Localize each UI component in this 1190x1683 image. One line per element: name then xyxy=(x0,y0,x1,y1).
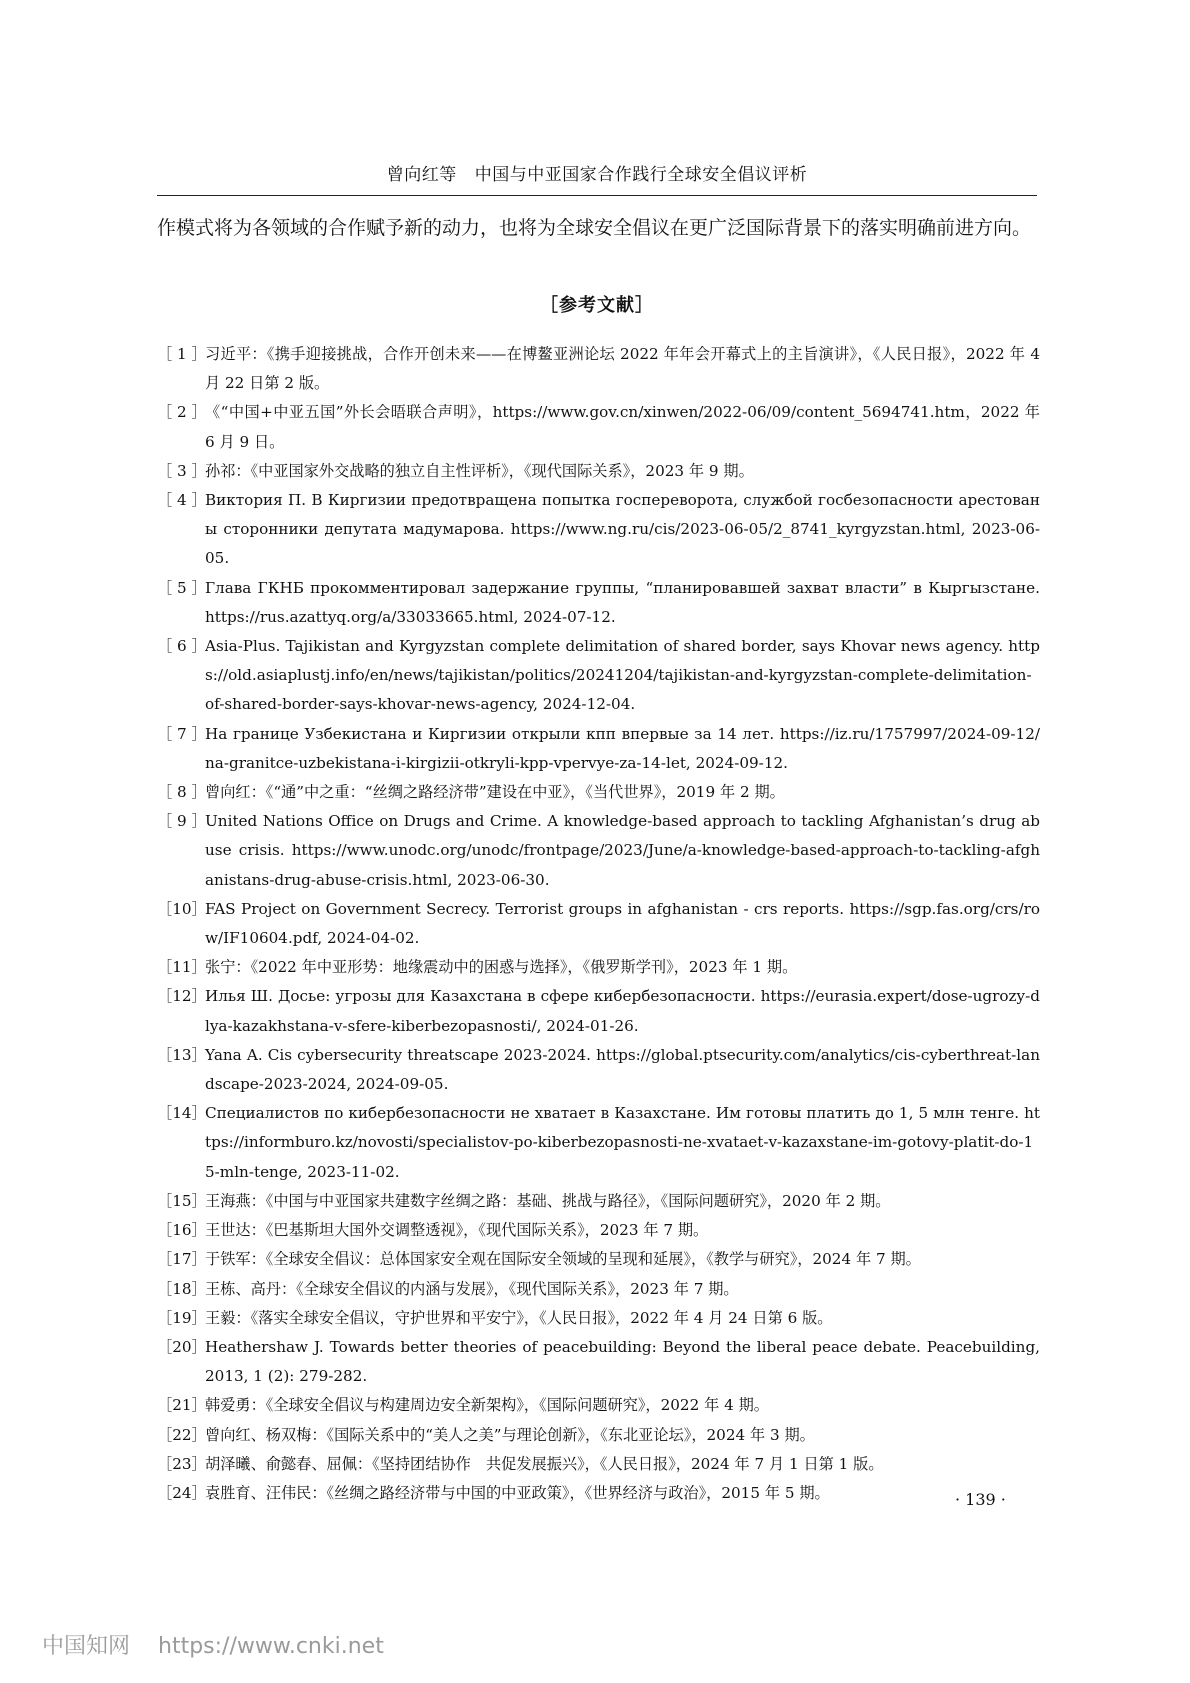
page-number: · 139 · xyxy=(955,1490,1006,1509)
reference-number: ［17］ xyxy=(157,1250,207,1269)
reference-number: ［12］ xyxy=(157,987,207,1006)
reference-text: Виктория П. В Киргизии предотвращена попытка госпереворота, службой госбезопасности арестованы сторонники депутата мадумарова. https://www.ng.ru/cis/2023-06-05/2_8741_kyrgyzstan.html, 2023-06-05. xyxy=(205,491,1040,568)
reference-item xyxy=(157,1216,1040,1245)
reference-text: 习近平：《携手迎接挑战，合作开创未来——在博鳌亚洲论坛 2022 年年会开幕式上的主旨演讲》，《人民日报》，2022 年 4 月 22 日第 2 版。 xyxy=(205,345,1040,393)
reference-text: Специалистов по кибербезопасности не хватает в Казахстане. Им готовы платить до 1, 5 млн тенге. https://informburo.kz/novosti/specialistov-po-kiberbezopasnosti-ne-xvataet-v-kazaxstane-im-gotovy-platit-do-15-mln-tenge, 2023-11-02. xyxy=(205,1104,1040,1181)
reference-number: ［ 1 ］ xyxy=(157,345,207,363)
reference-item xyxy=(157,632,1040,720)
reference-text: United Nations Office on Drugs and Crime. A knowledge-based approach to tackling Afghanistan’s drug abuse crisis. https://www.unodc.org/unodc/frontpage/2023/June/a-knowledge-based-approach-to-tackling-afghanistans-drug-abuse-crisis.html, 2023-06-30. xyxy=(205,812,1040,889)
reference-item xyxy=(157,953,1040,982)
reference-item xyxy=(157,1450,1040,1479)
reference-item xyxy=(157,398,1040,456)
reference-text: 胡泽曦、俞懿春、屈佩：《坚持团结协作 共促发展振兴》，《人民日报》，2024 年 7 月 1 日第 1 版。 xyxy=(205,1454,884,1473)
reference-item xyxy=(157,1187,1040,1216)
references-heading: ［参考文献］ xyxy=(540,295,654,316)
reference-item xyxy=(157,807,1040,895)
reference-number: ［19］ xyxy=(157,1308,207,1327)
watermark-brand: 中国知网 xyxy=(42,1634,131,1659)
reference-item xyxy=(157,340,1040,398)
reference-number: ［ 8 ］ xyxy=(157,783,207,802)
reference-number: ［ 9 ］ xyxy=(157,812,207,831)
reference-number: ［23］ xyxy=(157,1454,207,1473)
reference-item xyxy=(157,1099,1040,1187)
running-head xyxy=(157,160,1037,185)
reference-item xyxy=(157,1391,1040,1420)
reference-text: Asia-Plus. Tajikistan and Kyrgyzstan complete delimitation of shared border, says Khovar news agency. https://old.asiaplustj.info/en/news/tajikistan/politics/20241204/tajikistan-and-kyrgyzstan-complete-delimitation-of-shared-border-says-khovar-news-agency, 2024-12-04. xyxy=(205,637,1040,714)
reference-item xyxy=(157,1275,1040,1304)
running-head-title: 中国与中亚国家合作践行全球安全倡议评析 xyxy=(474,165,808,185)
reference-text: 王海燕：《中国与中亚国家共建数字丝绸之路：基础、挑战与路径》，《国际问题研究》，2020 年 2 期。 xyxy=(205,1191,891,1210)
reference-text: 张宁：《2022 年中亚形势：地缘震动中的困惑与选择》，《俄罗斯学刊》，2023 年 1 期。 xyxy=(205,958,798,977)
reference-number: ［14］ xyxy=(157,1104,207,1123)
header-rule xyxy=(157,195,1037,196)
reference-item xyxy=(157,1421,1040,1450)
reference-number: ［20］ xyxy=(157,1337,207,1356)
watermark-url: https://www.cnki.net xyxy=(158,1634,384,1659)
reference-text: 韩爱勇：《全球安全倡议与构建周边安全新架构》，《国际问题研究》，2022 年 4 期。 xyxy=(205,1396,769,1415)
reference-text: 王世达：《巴基斯坦大国外交调整透视》，《现代国际关系》，2023 年 7 期。 xyxy=(205,1221,709,1240)
reference-item xyxy=(157,720,1040,778)
reference-text: Yana A. Cis cybersecurity threatscape 2023-2024. https://global.ptsecurity.com/analytics/cis-cyberthreat-landscape-2023-2024, 2024-09-05. xyxy=(205,1045,1040,1094)
running-head-authors: 曾向红等 xyxy=(386,165,457,185)
reference-text: 袁胜育、汪伟民：《丝绸之路经济带与中国的中亚政策》，《世界经济与政治》，2015 年 5 期。 xyxy=(205,1483,830,1502)
reference-text: Илья Ш. Досье: угрозы для Казахстана в сфере кибербезопасности. https://eurasia.expert/dose-ugrozy-dlya-kazakhstana-v-sfere-kiberbezopasnosti/, 2024-01-26. xyxy=(205,987,1040,1035)
reference-text: 于铁军：《全球安全倡议：总体国家安全观在国际安全领域的呈现和延展》，《教学与研究》，2024 年 7 期。 xyxy=(205,1250,921,1269)
reference-number: ［13］ xyxy=(157,1045,207,1064)
reference-text: 王毅：《落实全球安全倡议，守护世界和平安宁》，《人民日报》，2022 年 4 月 24 日第 6 版。 xyxy=(205,1308,833,1327)
reference-number: ［24］ xyxy=(157,1483,207,1502)
reference-number: ［ 6 ］ xyxy=(157,637,207,656)
reference-item xyxy=(157,486,1040,574)
reference-number: ［ 2 ］ xyxy=(157,403,207,422)
reference-item xyxy=(157,982,1040,1040)
reference-number: ［10］ xyxy=(157,899,207,918)
reference-item xyxy=(157,574,1040,632)
reference-number: ［ 4 ］ xyxy=(157,491,207,510)
reference-item xyxy=(157,1041,1040,1099)
reference-number: ［21］ xyxy=(157,1396,207,1415)
reference-item xyxy=(157,778,1040,807)
reference-text: FAS Project on Government Secrecy. Terrorist groups in afghanistan - crs reports. https://sgp.fas.org/crs/row/IF10604.pdf, 2024-04-02. xyxy=(205,899,1040,948)
body-paragraph: 作模式将为各领域的合作赋予新的动力，也将为全球安全倡议在更广泛国际背景下的落实明确前进方向。 xyxy=(157,217,1032,239)
reference-number: ［16］ xyxy=(157,1221,207,1240)
reference-text: 孙祁：《中亚国家外交战略的独立自主性评析》，《现代国际关系》，2023 年 9 期。 xyxy=(205,461,754,480)
reference-item xyxy=(157,1479,1040,1508)
reference-text: 曾向红、杨双梅：《国际关系中的“美人之美”与理论创新》，《东北亚论坛》，2024 年 3 期。 xyxy=(205,1425,815,1444)
reference-number: ［18］ xyxy=(157,1279,207,1298)
reference-text: Глава ГКНБ прокомментировал задержание группы, “планировавшей захват власти” в Кыргызстане. https://rus.azattyq.org/a/33033665.html, 2024-07-12. xyxy=(205,578,1040,626)
reference-item xyxy=(157,1304,1040,1333)
reference-item xyxy=(157,895,1040,953)
reference-text: Heathershaw J. Towards better theories of peacebuilding: Beyond the liberal peace debate. Peacebuilding, 2013, 1 (2): 279-282. xyxy=(205,1337,1040,1386)
reference-number: ［11］ xyxy=(157,958,207,977)
cnki-watermark xyxy=(42,1629,384,1660)
reference-number: ［ 3 ］ xyxy=(157,461,207,480)
reference-text: 《“中国+中亚五国”外长会晤联合声明》，https://www.gov.cn/xinwen/2022-06/09/content_5694741.htm，2022 年 6 月 9 日。 xyxy=(205,403,1040,451)
reference-number: ［ 7 ］ xyxy=(157,724,207,743)
reference-item xyxy=(157,1333,1040,1391)
reference-text: 曾向红：《“通”中之重：“丝绸之路经济带”建设在中亚》，《当代世界》，2019 年 2 期。 xyxy=(205,783,785,802)
reference-number: ［ 5 ］ xyxy=(157,578,207,597)
reference-item xyxy=(157,1245,1040,1274)
reference-number: ［22］ xyxy=(157,1425,207,1444)
reference-item xyxy=(157,457,1040,486)
reference-text: 王栋、高丹：《全球安全倡议的内涵与发展》，《现代国际关系》，2023 年 7 期。 xyxy=(205,1279,739,1298)
reference-list xyxy=(157,340,1040,1508)
reference-number: ［15］ xyxy=(157,1191,207,1210)
reference-text: На границе Узбекистана и Киргизии открыли кпп впервые за 14 лет. https://iz.ru/1757997/2024-09-12/na-granitce-uzbekistana-i-kirgizii-otkryli-kpp-vpervye-za-14-let, 2024-09-12. xyxy=(205,724,1040,772)
